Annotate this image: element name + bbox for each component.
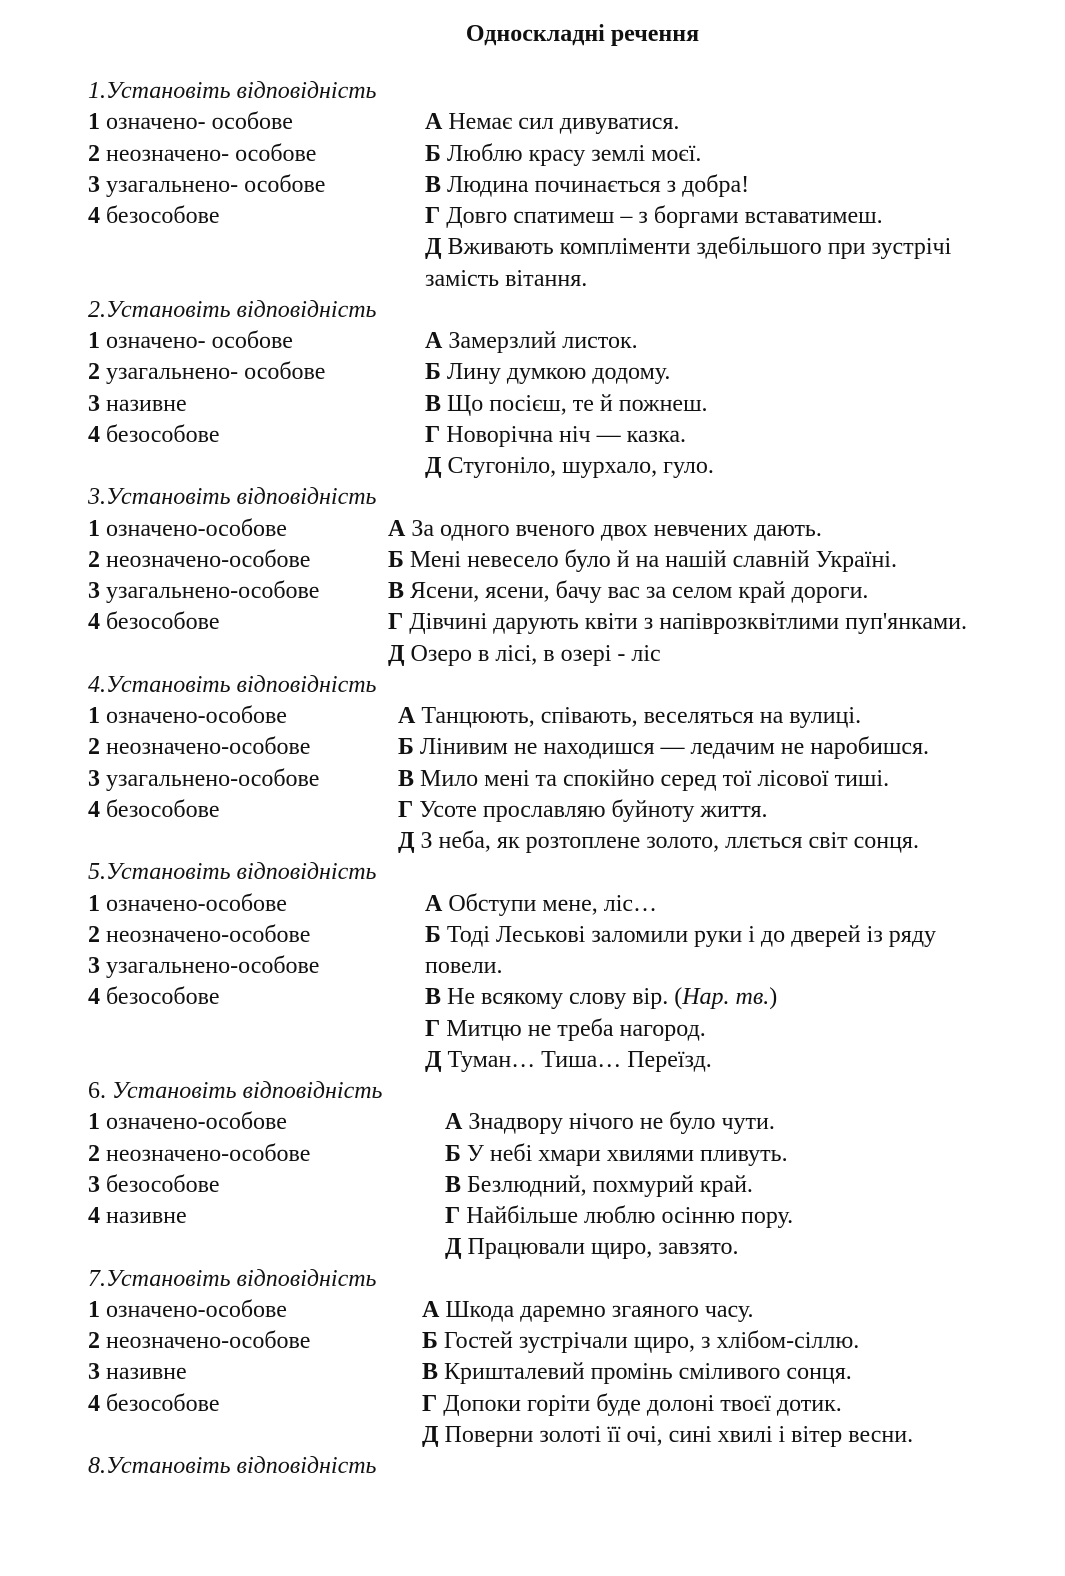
- type-label: означено-особове: [106, 1109, 287, 1136]
- sentence-letter: А: [388, 515, 406, 542]
- type-number: 4: [88, 421, 100, 448]
- sentence-letter: Б: [425, 359, 441, 386]
- sentence-item: [425, 1014, 1065, 1045]
- type-label: безособове: [106, 1390, 220, 1417]
- sentence-letter: Д: [422, 1421, 439, 1448]
- type-label: неозначено-особове: [106, 1140, 311, 1167]
- type-number: 2: [88, 1140, 100, 1167]
- type-label: безособове: [106, 421, 220, 448]
- type-label: неозначено-особове: [106, 546, 311, 573]
- exercise-instruction: Установіть відповідність: [106, 78, 377, 104]
- sentence-item: [445, 1107, 1065, 1138]
- sentence-letter: Д: [398, 828, 415, 854]
- sentence-letter: А: [425, 328, 443, 354]
- sentence-text: Безлюдний, похмурий край.: [467, 1171, 753, 1198]
- type-item: [88, 732, 398, 763]
- type-item: [88, 889, 425, 920]
- sentence-item: [425, 451, 1065, 482]
- exercise-header: [88, 857, 1065, 888]
- sentence-text: Знадвору нічого не було чути.: [468, 1109, 775, 1136]
- type-item: [88, 920, 425, 951]
- type-label: безособове: [106, 609, 220, 636]
- exercise-list: [88, 76, 1065, 1482]
- type-item: [88, 170, 425, 201]
- sentence-text: Озеро в лісі, в озері - ліс: [410, 640, 661, 667]
- sentence-text: Мені невесело було й на нашій славній Україні.: [409, 546, 897, 573]
- sentence-item: [445, 1170, 1065, 1201]
- exercise-number: 8.: [88, 1453, 106, 1479]
- type-number: 1: [88, 1109, 100, 1136]
- sentences-column: [425, 889, 1065, 1077]
- exercise-instruction: Установіть відповідність: [112, 1078, 383, 1104]
- type-label: неозначено- особове: [106, 140, 317, 167]
- sentence-text: Немає сил дивуватися.: [448, 109, 680, 136]
- type-number: 1: [88, 890, 100, 917]
- exercise-instruction: Установіть відповідність: [106, 1453, 377, 1479]
- sentence-letter: А: [425, 109, 443, 136]
- sentences-column: [425, 326, 1065, 482]
- sentences-column: [445, 1107, 1065, 1263]
- sentence-item: [398, 701, 1065, 732]
- sentence-letter: Д: [425, 234, 442, 261]
- exercise-instruction: Установіть відповідність: [106, 296, 377, 323]
- sentence-text: За одного вченого двох невчених дають.: [411, 515, 822, 542]
- type-label: означено- особове: [106, 109, 293, 136]
- sentence-text: Поверни золоті її очі, сині хвилі і вітер весни.: [444, 1421, 914, 1448]
- sentence-text: Гостей зустрічали щиро, з хлібом-сіллю.: [443, 1328, 860, 1354]
- exercise-number: 3.: [88, 484, 106, 511]
- type-item: [88, 545, 388, 576]
- sentence-item: [422, 1389, 1065, 1420]
- type-number: 3: [88, 578, 100, 604]
- exercise-section: [88, 857, 1065, 1076]
- exercise-instruction: Установіть відповідність: [106, 1265, 377, 1292]
- type-item: [88, 576, 388, 607]
- sentence-item: [425, 1045, 1065, 1076]
- exercise-header: [88, 76, 1065, 107]
- type-label: безособове: [106, 796, 220, 823]
- exercise-section: [88, 1264, 1065, 1452]
- sentence-letter: А: [398, 703, 416, 729]
- sentence-letter: В: [398, 765, 415, 792]
- sentence-letter: В: [425, 390, 442, 417]
- type-number: 3: [88, 1359, 100, 1386]
- sentence-item: [388, 639, 1065, 670]
- exercise-instruction: Установіть відповідність: [106, 484, 377, 511]
- exercise-section: [88, 1076, 1065, 1264]
- type-number: 3: [88, 765, 100, 792]
- type-number: 4: [88, 984, 100, 1011]
- exercise-section: [88, 76, 1065, 295]
- sentence-letter: В: [445, 1171, 462, 1198]
- types-column: [88, 1107, 445, 1263]
- sentence-letter: Б: [422, 1328, 438, 1354]
- sentences-column: [388, 514, 1065, 670]
- sentence-item: [422, 1357, 1065, 1388]
- sentence-continuation: замість вітання.: [425, 265, 588, 292]
- type-item: [88, 514, 388, 545]
- type-label: означено- особове: [106, 328, 293, 354]
- exercise-header: [88, 1264, 1065, 1295]
- sentence-item: [425, 170, 1065, 201]
- sentence-item: [425, 357, 1065, 388]
- sentence-letter: В: [422, 1359, 439, 1386]
- match-table: [88, 1107, 1065, 1263]
- sentence-text: Туман… Тиша… Переїзд.: [447, 1046, 712, 1073]
- type-number: 1: [88, 515, 100, 542]
- type-item: [88, 951, 425, 982]
- sentence-text: Новорічна ніч — казка.: [446, 421, 686, 448]
- sentence-text: Ясени, ясени, бачу вас за селом край дороги.: [410, 578, 869, 604]
- type-number: 3: [88, 953, 100, 979]
- sentences-column: [398, 701, 1065, 857]
- sentence-text: Що посієш, те й пожнеш.: [447, 390, 708, 417]
- sentence-text: Люблю красу землі моєї.: [446, 140, 702, 167]
- sentence-item: [388, 545, 1065, 576]
- sentence-text: Лінивим не находишся — ледачим не наробишся.: [419, 734, 930, 761]
- match-table: [88, 889, 1065, 1077]
- types-column: [88, 1295, 422, 1451]
- types-column: [88, 514, 388, 670]
- sentence-text: Дівчині дарують квіти з напіврозквітлими пуп'янками.: [409, 609, 968, 636]
- sentence-item: [425, 389, 1065, 420]
- type-label: узагальнено-особове: [106, 578, 320, 604]
- sentence-item: [445, 1139, 1065, 1170]
- exercise-header: [88, 482, 1065, 513]
- sentence-text: Не всякому слову вір. (: [447, 984, 683, 1011]
- type-number: 3: [88, 171, 100, 198]
- sentences-column: [422, 1295, 1065, 1451]
- type-item: [88, 107, 425, 138]
- sentence-item: [388, 607, 1065, 638]
- type-item: [88, 139, 425, 170]
- exercise-header: [88, 1076, 1065, 1107]
- sentence-text: З неба, як розтоплене золото, ллється світ сонця.: [420, 828, 919, 854]
- sentence-item: [425, 982, 1065, 1013]
- type-number: 1: [88, 703, 100, 729]
- sentence-item: [422, 1295, 1065, 1326]
- type-label: узагальнено- особове: [106, 171, 326, 198]
- sentence-item: [425, 232, 1065, 263]
- type-label: неозначено-особове: [106, 734, 311, 761]
- types-column: [88, 701, 398, 857]
- sentence-item: [425, 201, 1065, 232]
- sentence-item: [422, 1326, 1065, 1357]
- type-number: 1: [88, 1296, 100, 1323]
- match-table: [88, 1295, 1065, 1451]
- sentence-item: [445, 1201, 1065, 1232]
- sentence-text: Шкода даремно згаяного часу.: [445, 1296, 754, 1323]
- type-item: [88, 389, 425, 420]
- type-item: [88, 795, 398, 826]
- sentence-text: У небі хмари хвилями пливуть.: [466, 1140, 788, 1167]
- match-table: [88, 701, 1065, 857]
- sentence-letter: В: [425, 984, 442, 1011]
- type-label: узагальнено-особове: [106, 953, 320, 979]
- sentence-letter: Б: [445, 1140, 461, 1167]
- type-number: 4: [88, 1390, 100, 1417]
- sentence-text: Працювали щиро, завзято.: [467, 1234, 739, 1261]
- type-label: називне: [106, 390, 187, 417]
- types-column: [88, 326, 425, 482]
- type-item: [88, 420, 425, 451]
- sentence-letter: Б: [398, 734, 414, 761]
- sentence-text: Довго спатимеш – з боргами вставатимеш.: [446, 203, 883, 229]
- sentence-letter: Г: [398, 796, 414, 823]
- sentence-text: Усоте прославляю буйноту життя.: [419, 796, 768, 823]
- sentence-text: Обступи мене, ліс…: [448, 890, 658, 917]
- sentence-item: [425, 107, 1065, 138]
- match-table: [88, 514, 1065, 670]
- types-column: [88, 107, 425, 295]
- type-item: [88, 607, 388, 638]
- sentence-text: Людина починається з добра!: [447, 171, 750, 198]
- type-number: 3: [88, 390, 100, 417]
- sentence-letter: Д: [445, 1234, 462, 1261]
- exercise-header: [88, 670, 1065, 701]
- sentence-item: [398, 764, 1065, 795]
- sentence-letter: А: [425, 890, 443, 917]
- sentence-letter: Б: [425, 140, 441, 167]
- type-item: [88, 1107, 445, 1138]
- type-item: [88, 1139, 445, 1170]
- sentence-letter: Г: [425, 421, 441, 448]
- type-label: означено-особове: [106, 1296, 287, 1323]
- exercise-instruction: Установіть відповідність: [106, 859, 377, 886]
- type-number: 2: [88, 140, 100, 167]
- sentence-letter: Г: [422, 1390, 438, 1417]
- exercise-section: [88, 1451, 1065, 1482]
- sentence-item: [425, 889, 1065, 920]
- sentence-letter: Д: [425, 453, 442, 479]
- sentence-text: Митцю не треба нагород.: [446, 1015, 706, 1042]
- type-number: 4: [88, 203, 100, 229]
- type-label: узагальнено-особове: [106, 765, 320, 792]
- sentence-letter: А: [422, 1296, 440, 1323]
- exercise-section: [88, 295, 1065, 483]
- exercise-number: 6.: [88, 1078, 112, 1104]
- exercise-number: 2.: [88, 296, 106, 323]
- type-label: називне: [106, 1359, 187, 1386]
- type-number: 2: [88, 359, 100, 386]
- exercise-number: 7.: [88, 1265, 106, 1292]
- sentence-letter: Г: [425, 1015, 441, 1042]
- type-number: 1: [88, 109, 100, 136]
- type-item: [88, 201, 425, 232]
- sentence-item: [398, 795, 1065, 826]
- sentence-letter: Б: [425, 921, 441, 948]
- sentence-letter: Г: [388, 609, 404, 636]
- sentences-column: [425, 107, 1065, 295]
- type-number: 4: [88, 796, 100, 823]
- type-item: [88, 1201, 445, 1232]
- sentence-letter: А: [445, 1109, 463, 1136]
- sentence-item: [425, 420, 1065, 451]
- type-label: означено-особове: [106, 890, 287, 917]
- type-item: [88, 701, 398, 732]
- type-item: [88, 982, 425, 1013]
- types-column: [88, 889, 425, 1077]
- sentence-text-end: ): [769, 984, 778, 1011]
- type-item: [88, 1170, 445, 1201]
- exercise-number: 4.: [88, 671, 106, 698]
- sentence-item: [388, 514, 1065, 545]
- sentence-text: Кришталевий промінь сміливого сонця.: [444, 1359, 852, 1386]
- type-number: 2: [88, 921, 100, 948]
- type-label: узагальнено- особове: [106, 359, 326, 386]
- match-table: [88, 107, 1065, 295]
- sentence-text: Вживають компліменти здебільшого при зустрічі: [447, 234, 952, 261]
- sentence-item: [425, 326, 1065, 357]
- sentence-letter: Б: [388, 546, 404, 573]
- sentence-item: [388, 576, 1065, 607]
- type-number: 2: [88, 734, 100, 761]
- type-label: означено-особове: [106, 703, 287, 729]
- sentence-text: Тоді Леськові заломили руки і до дверей із ряду: [446, 921, 937, 948]
- sentence-letter: Д: [425, 1046, 442, 1073]
- sentence-source: Нар. тв.: [682, 984, 770, 1011]
- type-item: [88, 764, 398, 795]
- sentence-letter: Г: [425, 203, 441, 229]
- type-number: 2: [88, 1328, 100, 1354]
- sentence-item: [398, 732, 1065, 763]
- type-label: неозначено-особове: [106, 1328, 311, 1354]
- sentence-item: [398, 826, 1065, 857]
- sentence-text: Замерзлий листок.: [448, 328, 638, 354]
- exercise-section: [88, 670, 1065, 858]
- sentence-text: Лину думкою додому.: [446, 359, 671, 386]
- type-item: [88, 1295, 422, 1326]
- type-label: безособове: [106, 1171, 220, 1198]
- type-label: безособове: [106, 203, 220, 229]
- type-item: [88, 326, 425, 357]
- exercise-section: [88, 482, 1065, 670]
- exercise-header: [88, 295, 1065, 326]
- type-item: [88, 357, 425, 388]
- sentence-text: Стугоніло, шурхало, гуло.: [447, 453, 714, 479]
- sentence-letter: В: [388, 578, 405, 604]
- exercise-instruction: Установіть відповідність: [106, 671, 377, 698]
- type-number: 3: [88, 1171, 100, 1198]
- page-title: Односкладні речення: [465, 21, 700, 47]
- type-label: безособове: [106, 984, 220, 1011]
- sentence-letter: Г: [445, 1203, 461, 1229]
- sentence-text: Мило мені та спокійно серед тої лісової тиші.: [420, 765, 890, 792]
- type-label: називне: [106, 1203, 187, 1229]
- sentence-item: [422, 1420, 1065, 1451]
- sentence-text: Найбільше люблю осінню пору.: [466, 1203, 794, 1229]
- type-number: 4: [88, 609, 100, 636]
- type-label: неозначено-особове: [106, 921, 311, 948]
- exercise-number: 5.: [88, 859, 106, 886]
- exercise-number: 1.: [88, 78, 106, 104]
- sentence-letter: В: [425, 171, 442, 198]
- sentence-item: [445, 1232, 1065, 1263]
- sentence-letter: Д: [388, 640, 405, 667]
- type-number: 4: [88, 1203, 100, 1229]
- match-table: [88, 326, 1065, 482]
- sentence-text: Допоки горіти буде долоні твоєї дотик.: [443, 1390, 842, 1417]
- type-label: означено-особове: [106, 515, 287, 542]
- sentence-text: Танцюють, співають, веселяться на вулиці.: [421, 703, 862, 729]
- sentence-item: [425, 920, 1065, 951]
- type-number: 1: [88, 328, 100, 354]
- type-item: [88, 1357, 422, 1388]
- type-number: 2: [88, 546, 100, 573]
- exercise-header: [88, 1451, 1065, 1482]
- sentence-item: [425, 139, 1065, 170]
- type-item: [88, 1326, 422, 1357]
- type-item: [88, 1389, 422, 1420]
- sentence-continuation: повели.: [425, 953, 503, 979]
